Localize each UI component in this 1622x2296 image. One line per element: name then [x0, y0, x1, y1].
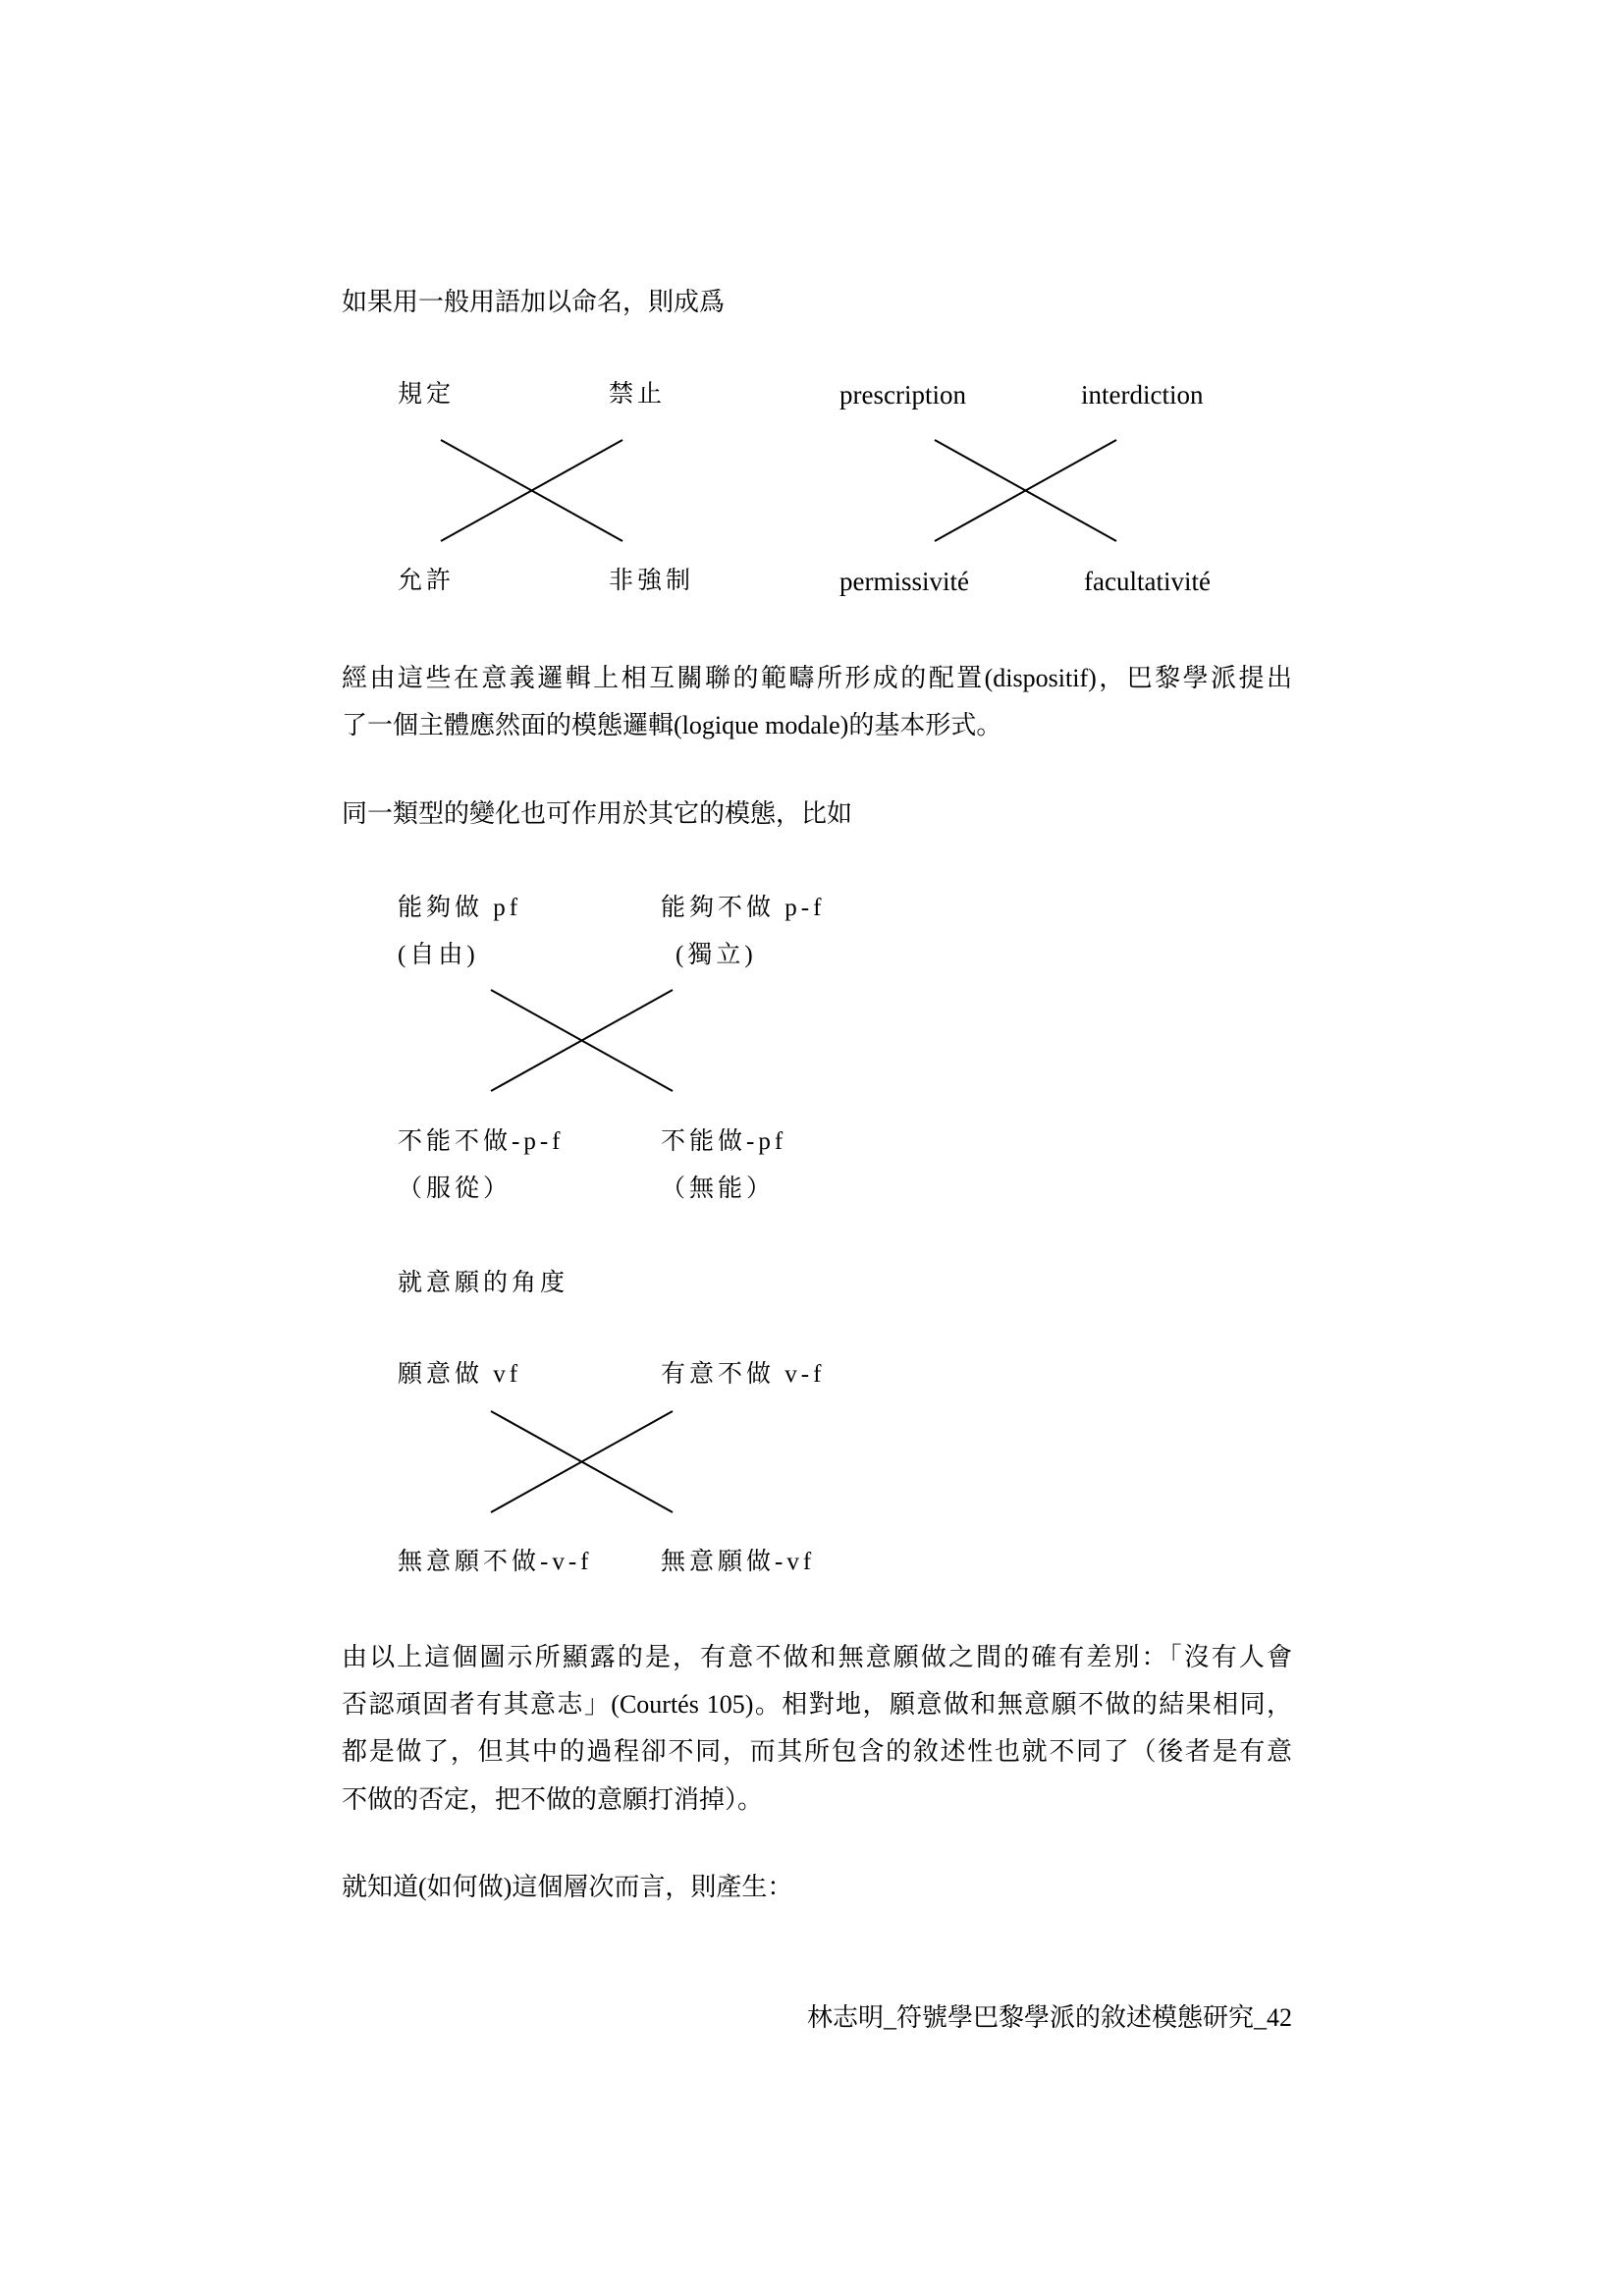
ability-square-bottom-left: 不能不做-p-f [398, 1128, 565, 1155]
french-square-top-right: interdiction [1081, 380, 1204, 410]
ability-square-bottom-left-gloss: （服從） [398, 1175, 513, 1202]
ability-square-bottom-right: 不能做-pf [661, 1128, 787, 1155]
paragraph1-line: 了一個主體應然面的模態邏輯(logique modale)的基本形式。 [342, 711, 1002, 739]
ability-square-top-left-gloss: (自由) [398, 942, 479, 968]
paragraph3-line: 由以上這個圖示所顯露的是，有意不做和無意願做之間的確有差別：「沒有人會 [342, 1643, 1292, 1671]
paragraph3-line: 不做的否定，把不做的意願打消掉）。 [342, 1785, 764, 1814]
paragraph1-line: 經由這些在意義邏輯上相互關聯的範疇所形成的配置(dispositif)，巴黎學派提出 [342, 664, 1292, 692]
paragraph3-line: 都是做了，但其中的過程卻不同，而其所包含的敘述性也就不同了（後者是有意 [342, 1737, 1292, 1766]
chinese-square-top-left: 規定 [398, 381, 456, 408]
page-footer: 林志明_符號學巴黎學派的敘述模態研究_42 [806, 2003, 1292, 2032]
chinese-square-bottom-left: 允許 [398, 568, 456, 594]
french-square-bottom-right: facultativité [1084, 567, 1211, 596]
will-square-bottom-right: 無意願做-vf [661, 1549, 816, 1575]
paragraph4-text: 就知道(如何做)這個層次而言，則產生： [342, 1873, 793, 1901]
ability-square-bottom-right-gloss: （無能） [661, 1175, 776, 1202]
paragraph2-text: 同一類型的變化也可作用於其它的模態，比如 [342, 799, 853, 828]
chinese-square-bottom-right: 非強制 [609, 568, 695, 594]
french-square-bottom-left: permissivité [839, 567, 969, 596]
ability-square-top-right: 能夠不做 p-f [661, 895, 826, 921]
french-square-top-left: prescription [839, 380, 966, 410]
will-square-top-left: 願意做 vf [398, 1361, 522, 1388]
ability-square-top-left: 能夠做 pf [398, 895, 522, 921]
intro-text: 如果用一般用語加以命名，則成爲 [342, 288, 726, 316]
ability-square-top-right-gloss: (獨立) [676, 942, 757, 968]
will-square-bottom-left: 無意願不做-v-f [398, 1549, 593, 1575]
will-heading: 就意願的角度 [398, 1270, 569, 1296]
paragraph3-line: 否認頑固者有其意志」(Courtés 105)。相對地，願意做和無意願不做的結果相同， [342, 1690, 1292, 1719]
will-square-top-right: 有意不做 v-f [661, 1361, 826, 1388]
chinese-square-top-right: 禁止 [609, 381, 667, 408]
